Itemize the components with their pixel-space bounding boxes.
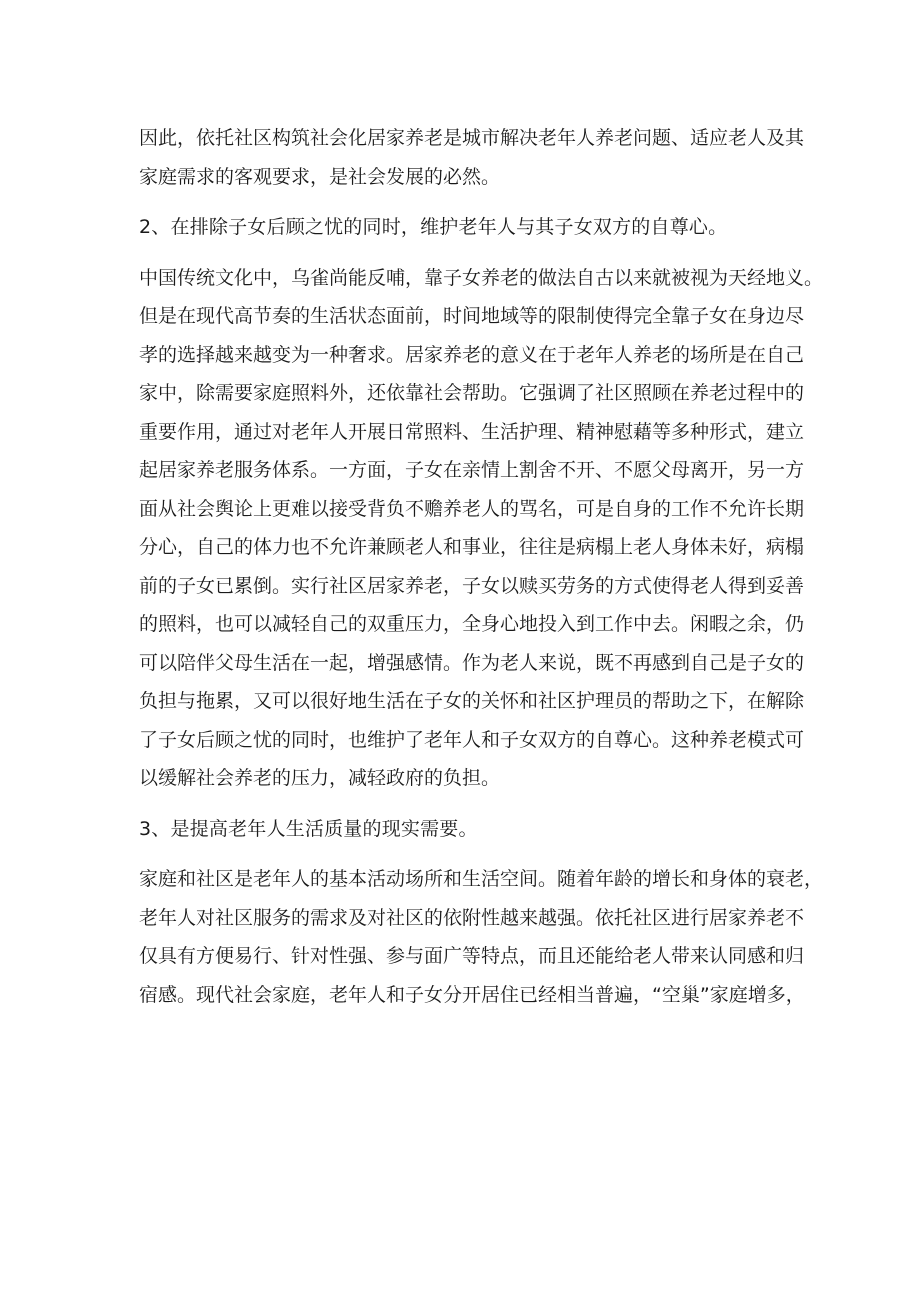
text-line: 宿感。现代社会家庭，老年人和子女分开居住已经相当普遍，“空巢”家庭增多，	[139, 983, 805, 1006]
paragraph-section-2	[139, 259, 824, 798]
text-line: 家中，除需要家庭照料外，还依靠社会帮助。它强调了社区照顾在养老过程中的	[139, 382, 805, 404]
text-line: 家庭需求的客观要求，是社会发展的必然。	[139, 165, 501, 188]
text-line: 面从社会舆论上更难以接受背负不赡养老人的骂名，可是自身的工作不允许长期	[139, 497, 805, 520]
text-line: 孝的选择越来越变为一种奢求。居家养老的意义在于老年人养老的场所是在自己	[139, 343, 805, 366]
text-line: 起居家养老服务体系。一方面，子女在亲情上割舍不开、不愿父母离开，另一方	[139, 459, 805, 481]
document-body	[139, 119, 824, 1026]
text-line: 仅具有方便易行、针对性强、参与面广等特点，而且还能给老人带来认同感和归	[139, 945, 805, 967]
text-line: 以缓解社会养老的压力，减轻政府的负担。	[139, 767, 501, 789]
text-line: 负担与拖累，又可以很好地生活在子女的关怀和社区护理员的帮助之下，在解除	[139, 690, 805, 712]
text-line: 重要作用，通过对老年人开展日常照料、生活护理、精神慰藉等多种形式，建立	[139, 420, 805, 443]
text-line: 的照料，也可以减轻自己的双重压力，全身心地投入到工作中去。闲暇之余，仍	[139, 613, 805, 635]
text-line: 中国传统文化中，乌雀尚能反哺，靠子女养老的做法自古以来就被视为天经地义。	[139, 266, 824, 289]
text-line: 分心，自己的体力也不允许兼顾老人和事业，往往是病榻上老人身体未好，病榻	[139, 536, 805, 558]
paragraph-intro	[139, 119, 805, 196]
text-line: 前的子女已累倒。实行社区居家养老，子女以赎买劳务的方式使得老人得到妥善	[139, 574, 805, 597]
paragraph-section-3	[139, 860, 824, 1014]
heading-line: 3、是提高老年人生活质量的现实需要。	[139, 817, 478, 840]
text-line: 了子女后顾之忧的同时，也维护了老年人和子女双方的自尊心。这种养老模式可	[139, 728, 805, 751]
section-heading-3	[139, 810, 789, 849]
text-line: 家庭和社区是老年人的基本活动场所和生活空间。随着年龄的增长和身体的衰老，	[139, 868, 824, 890]
text-line: 但是在现代高节奏的生活状态面前，时间地域等的限制使得完全靠子女在身边尽	[139, 305, 805, 327]
section-heading-2	[139, 208, 789, 247]
text-line: 老年人对社区服务的需求及对社区的依附性越来越强。依托社区进行居家养老不	[139, 906, 805, 929]
text-line: 可以陪伴父母生活在一起，增强感情。作为老人来说，既不再感到自己是子女的	[139, 651, 805, 674]
text-line: 因此，依托社区构筑社会化居家养老是城市解决老年人养老问题、适应老人及其	[139, 127, 805, 149]
heading-line: 2、在排除子女后顾之忧的同时，维护老年人与其子女双方的自尊心。	[139, 216, 728, 238]
